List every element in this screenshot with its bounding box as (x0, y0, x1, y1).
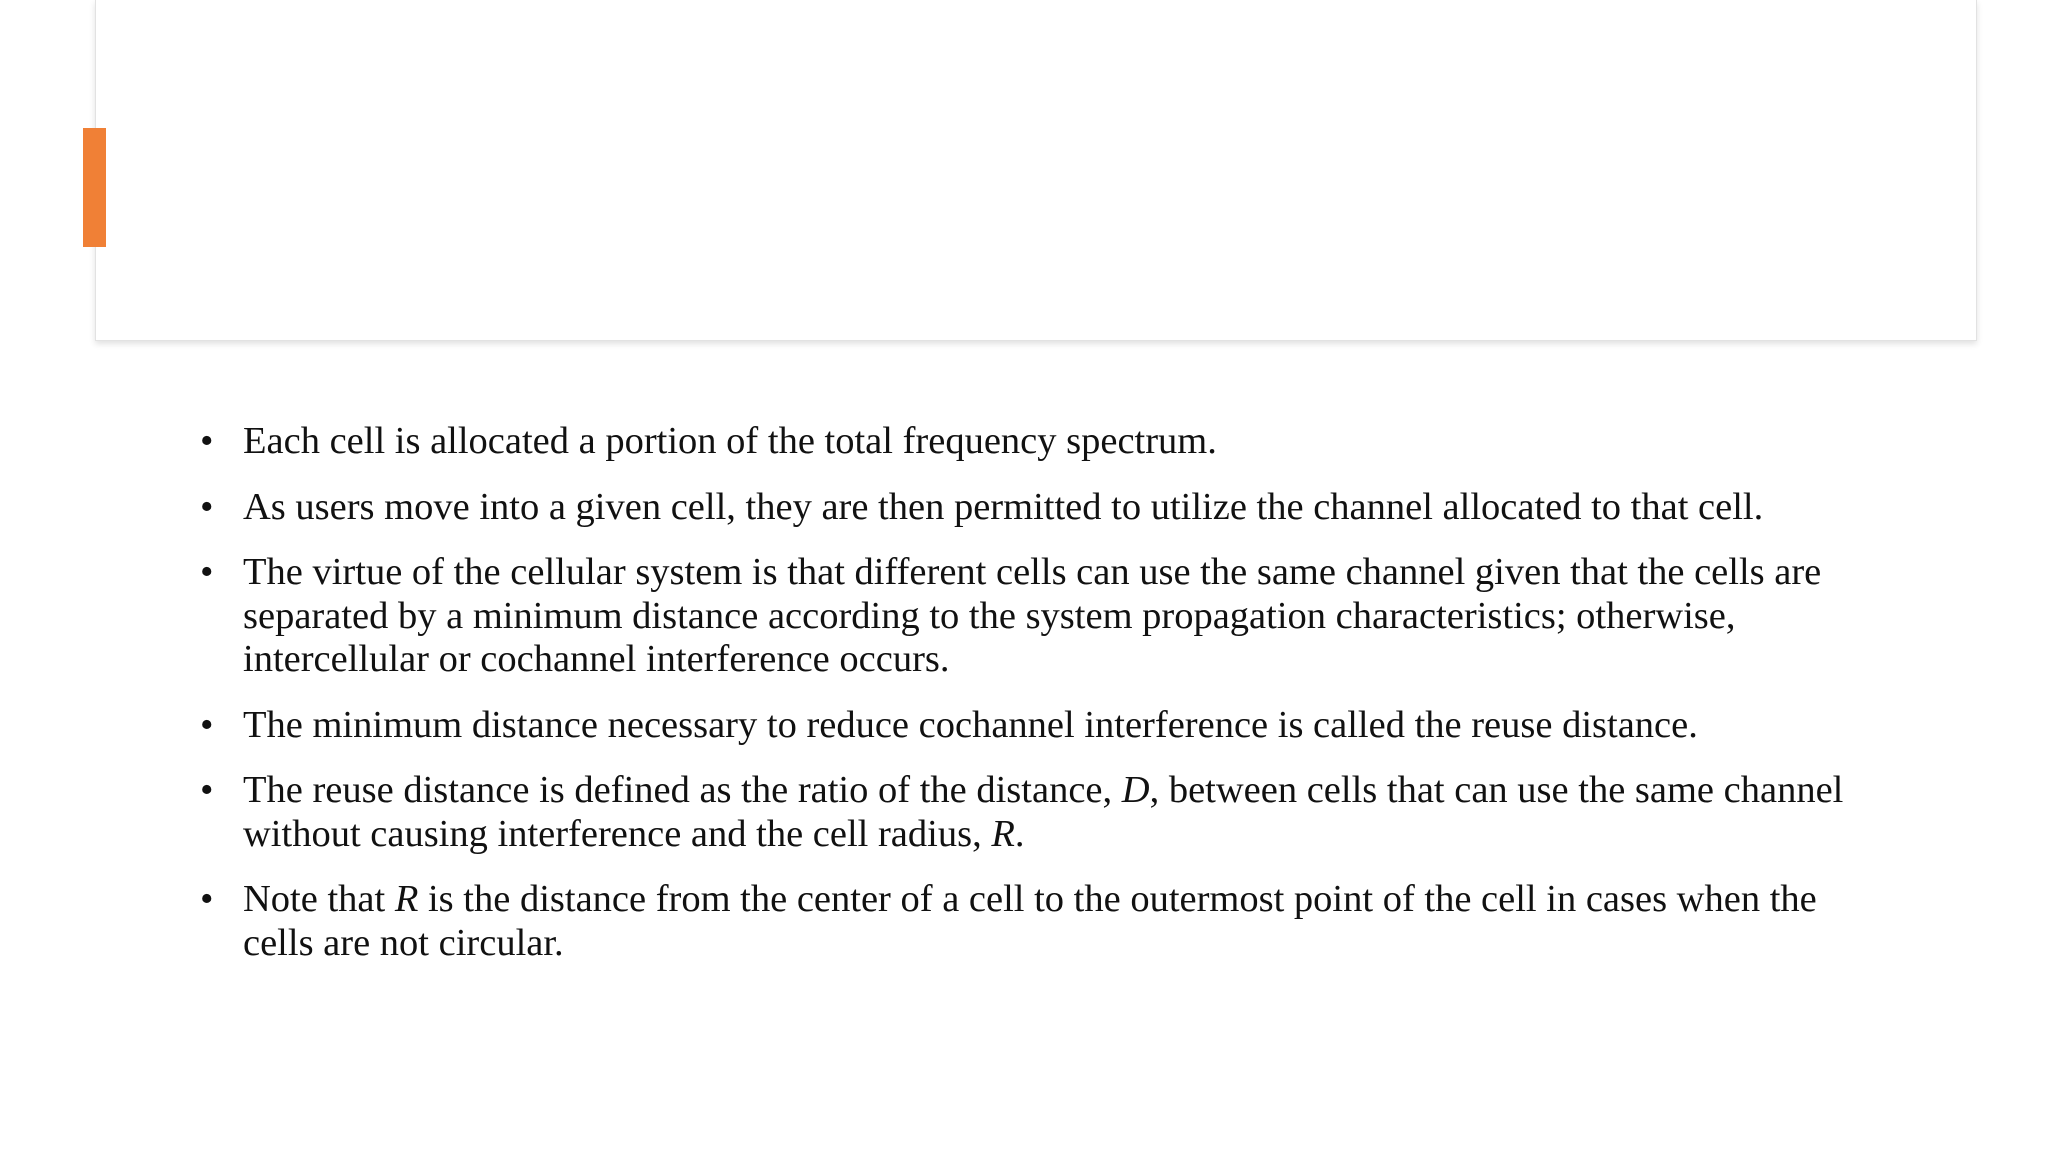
bullet-text: The virtue of the cellular system is that different cells can use the same channel given that the cells are separated by a minimum distance according to the system propagation characteristics; otherwise, intercellular or cochannel interference occurs. (243, 551, 1822, 680)
bullet-item (195, 486, 1895, 530)
variable-r: R (991, 812, 1015, 855)
bullet-text: The minimum distance necessary to reduce cochannel interference is called the reuse distance. (243, 703, 1698, 746)
bullet-item (195, 551, 1895, 682)
title-panel (95, 0, 1977, 341)
bullet-item (195, 420, 1895, 464)
variable-r: R (394, 878, 419, 920)
bullet-dot-icon: • (200, 420, 214, 462)
bullet-dot-icon: • (200, 485, 214, 528)
bullet-list (195, 420, 1895, 987)
bullet-text: Note that R is the distance from the center of a cell to the outermost point of the cell in cases when the cells are not circular. (243, 878, 1817, 964)
bullet-text: Each cell is allocated a portion of the total frequency spectrum. (243, 420, 1217, 462)
bullet-item (195, 878, 1895, 965)
variable-d: D (1121, 769, 1150, 811)
accent-bar (83, 128, 106, 247)
bullet-item (195, 769, 1895, 856)
bullet-dot-icon: • (200, 703, 214, 746)
bullet-item (195, 704, 1895, 748)
bullet-dot-icon: • (200, 878, 214, 920)
bullet-dot-icon: • (200, 769, 214, 811)
bullet-dot-icon: • (200, 551, 214, 593)
bullet-text: As users move into a given cell, they are then permitted to utilize the channel allocated to that cell. (243, 485, 1764, 528)
bullet-text: The reuse distance is defined as the ratio of the distance, D, between cells that can use the same channel without causing interference and the cell radius, R. (243, 769, 1844, 855)
